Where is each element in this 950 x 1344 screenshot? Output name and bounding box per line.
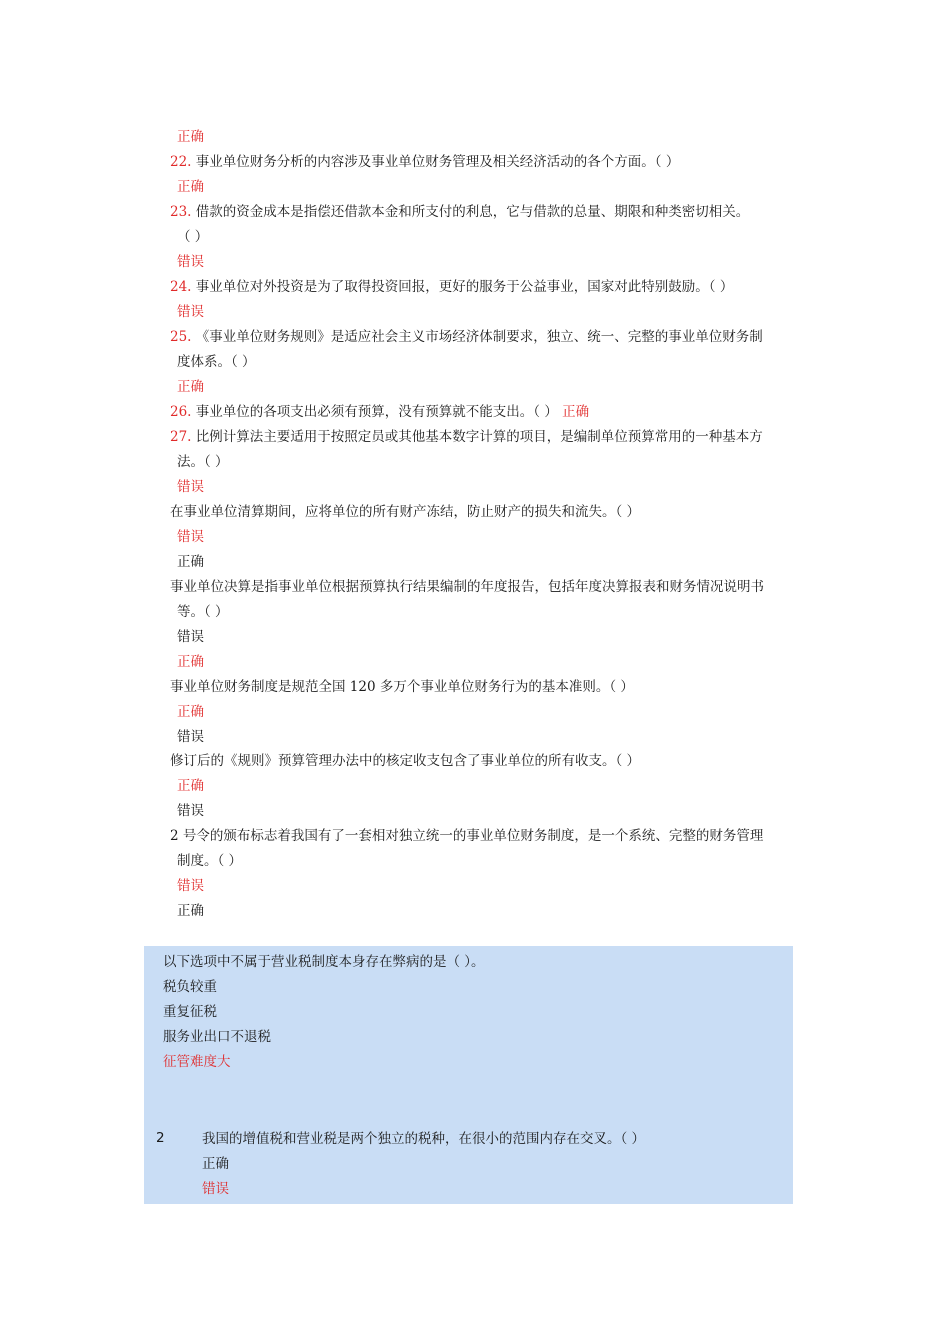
option-selected[interactable]: 正确 <box>177 778 204 794</box>
question-text: 借款的资金成本是指偿还借款本金和所支付的利息，它与借款的总量、期限和种类密切相关。 <box>191 204 750 220</box>
question-number: 2 <box>156 1130 165 1146</box>
option[interactable]: 错误 <box>177 629 204 645</box>
answer-text: 错误 <box>177 304 204 320</box>
question-text: 事业单位对外投资是为了取得投资回报，更好的服务于公益事业，国家对此特别鼓励。（ ） <box>191 279 734 295</box>
question-text: 修订后的《规则》预算管理办法中的核定收支包含了事业单位的所有收支。（ ） <box>170 753 641 769</box>
question-continuation: 法。（ ） <box>177 454 229 470</box>
question-number: 23. <box>170 204 192 220</box>
question-text: 事业单位的各项支出必须有预算，没有预算就不能支出。（ ） <box>191 404 558 420</box>
question-text: 事业单位决算是指事业单位根据预算执行结果编制的年度报告，包括年度决算报表和财务情况说明书 <box>170 579 764 595</box>
answer-text: 错误 <box>177 479 204 495</box>
answer-text: 正确 <box>177 179 204 195</box>
option[interactable]: 正确 <box>177 554 204 570</box>
highlight-box <box>144 946 793 1204</box>
box-question-2: 我国的增值税和营业税是两个独立的税种，在很小的范围内存在交叉。（ ） <box>202 1131 646 1147</box>
option[interactable]: 错误 <box>177 729 204 745</box>
question-text: 在事业单位清算期间，应将单位的所有财产冻结，防止财产的损失和流失。（ ） <box>170 504 641 520</box>
answer-text: 正确 <box>177 129 204 145</box>
answer-text: 正确 <box>177 379 204 395</box>
answer-text: 错误 <box>177 254 204 270</box>
option-selected[interactable]: 错误 <box>202 1181 229 1197</box>
question-continuation: （ ） <box>177 229 209 245</box>
question-text: 比例计算法主要适用于按照定员或其他基本数字计算的项目，是编制单位预算常用的一种基本方 <box>191 429 763 445</box>
box-question-1: 以下选项中不属于营业税制度本身存在弊病的是（ ）。 <box>163 954 485 970</box>
question-text: 《事业单位财务规则》是适应社会主义市场经济体制要求，独立、统一、完整的事业单位财务制 <box>191 329 763 345</box>
option-selected[interactable]: 正确 <box>177 704 204 720</box>
question-text: 事业单位财务制度是规范全国 120 多万个事业单位财务行为的基本准则。（ ） <box>170 679 634 695</box>
option-selected[interactable]: 错误 <box>177 878 204 894</box>
question-text: 事业单位财务分析的内容涉及事业单位财务管理及相关经济活动的各个方面。（ ） <box>191 154 680 170</box>
question-number: 22. <box>170 154 192 170</box>
question-number: 26. <box>170 404 192 420</box>
question-number: 27. <box>170 429 192 445</box>
option[interactable]: 正确 <box>177 903 204 919</box>
question-26 <box>170 400 589 425</box>
question-continuation: 度体系。（ ） <box>177 354 256 370</box>
option[interactable]: 税负较重 <box>163 979 217 995</box>
option-selected[interactable]: 正确 <box>177 654 204 670</box>
option[interactable]: 错误 <box>177 803 204 819</box>
option-selected[interactable]: 错误 <box>177 529 204 545</box>
option[interactable]: 服务业出口不退税 <box>163 1029 271 1045</box>
question-number: 24. <box>170 279 192 295</box>
option-selected[interactable]: 征管难度大 <box>163 1054 231 1070</box>
question-23 <box>170 200 749 225</box>
question-number: 25. <box>170 329 192 345</box>
question-continuation: 等。（ ） <box>177 604 229 620</box>
question-text: 2 号令的颁布标志着我国有了一套相对独立统一的事业单位财务制度，是一个系统、完整的财务管理 <box>170 828 764 844</box>
question-continuation: 制度。（ ） <box>177 853 243 869</box>
question-24 <box>170 275 733 300</box>
answer-text: 正确 <box>562 404 590 420</box>
question-27 <box>170 425 763 450</box>
option[interactable]: 正确 <box>202 1156 229 1172</box>
option[interactable]: 重复征税 <box>163 1004 217 1020</box>
question-25 <box>170 325 763 350</box>
question-22 <box>170 150 679 175</box>
